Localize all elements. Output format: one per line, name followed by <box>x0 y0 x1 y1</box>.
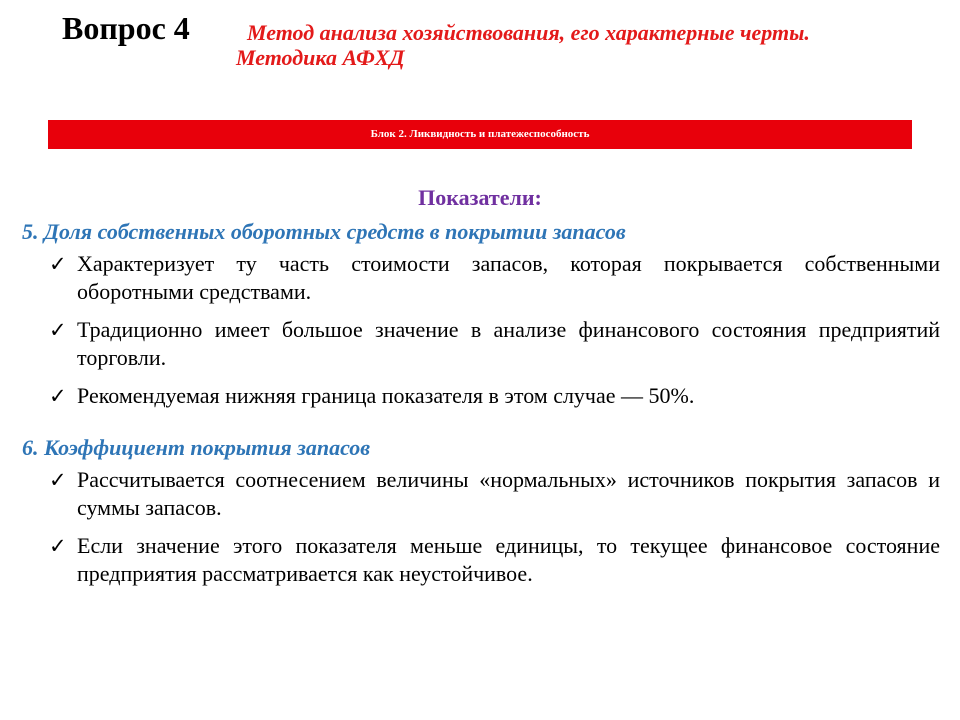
section-heading: 5. Доля собственных оборотных средств в покрытии запасов <box>22 219 626 244</box>
block-banner: Блок 2. Ликвидность и платежеспособность <box>48 120 912 149</box>
checkmark-icon: ✓ <box>49 318 67 342</box>
bullet-list <box>22 250 940 410</box>
bullet-item <box>22 316 940 372</box>
indicator-section-6 <box>22 434 940 588</box>
bullet-list <box>22 466 940 588</box>
checkmark-icon: ✓ <box>49 534 67 558</box>
question-number: Вопрос 4 <box>62 10 190 46</box>
bullet-text: Рекомендуемая нижняя граница показателя в этом случае — 50%. <box>77 383 695 408</box>
bullet-item <box>22 250 940 306</box>
section-heading: 6. Коэффициент покрытия запасов <box>22 435 371 460</box>
bullet-text: Традиционно имеет большое значение в анализе финансового состояния предприятий торговли. <box>77 317 940 370</box>
checkmark-icon: ✓ <box>49 468 67 492</box>
indicator-sections <box>22 218 940 598</box>
checkmark-icon: ✓ <box>49 384 67 408</box>
question-title-line2: Методика АФХД <box>236 45 405 70</box>
bullet-item <box>22 382 940 410</box>
bullet-text: Характеризует ту часть стоимости запасов, которая покрывается собственными оборотными средствами. <box>77 251 940 304</box>
indicators-heading: Показатели: <box>418 185 542 210</box>
bullet-text: Рассчитывается соотнесением величины «нормальных» источников покрытия запасов и суммы запасов. <box>77 467 940 520</box>
question-title <box>236 20 936 70</box>
question-title-line1: Метод анализа хозяйствования, его характерные черты. <box>247 20 810 45</box>
bullet-item <box>22 466 940 522</box>
checkmark-icon: ✓ <box>49 252 67 276</box>
indicator-section-5 <box>22 218 940 410</box>
bullet-text: Если значение этого показателя меньше единицы, то текущее финансовое состояние предприятия рассматривается как неустойчивое. <box>77 533 940 586</box>
bullet-item <box>22 532 940 588</box>
